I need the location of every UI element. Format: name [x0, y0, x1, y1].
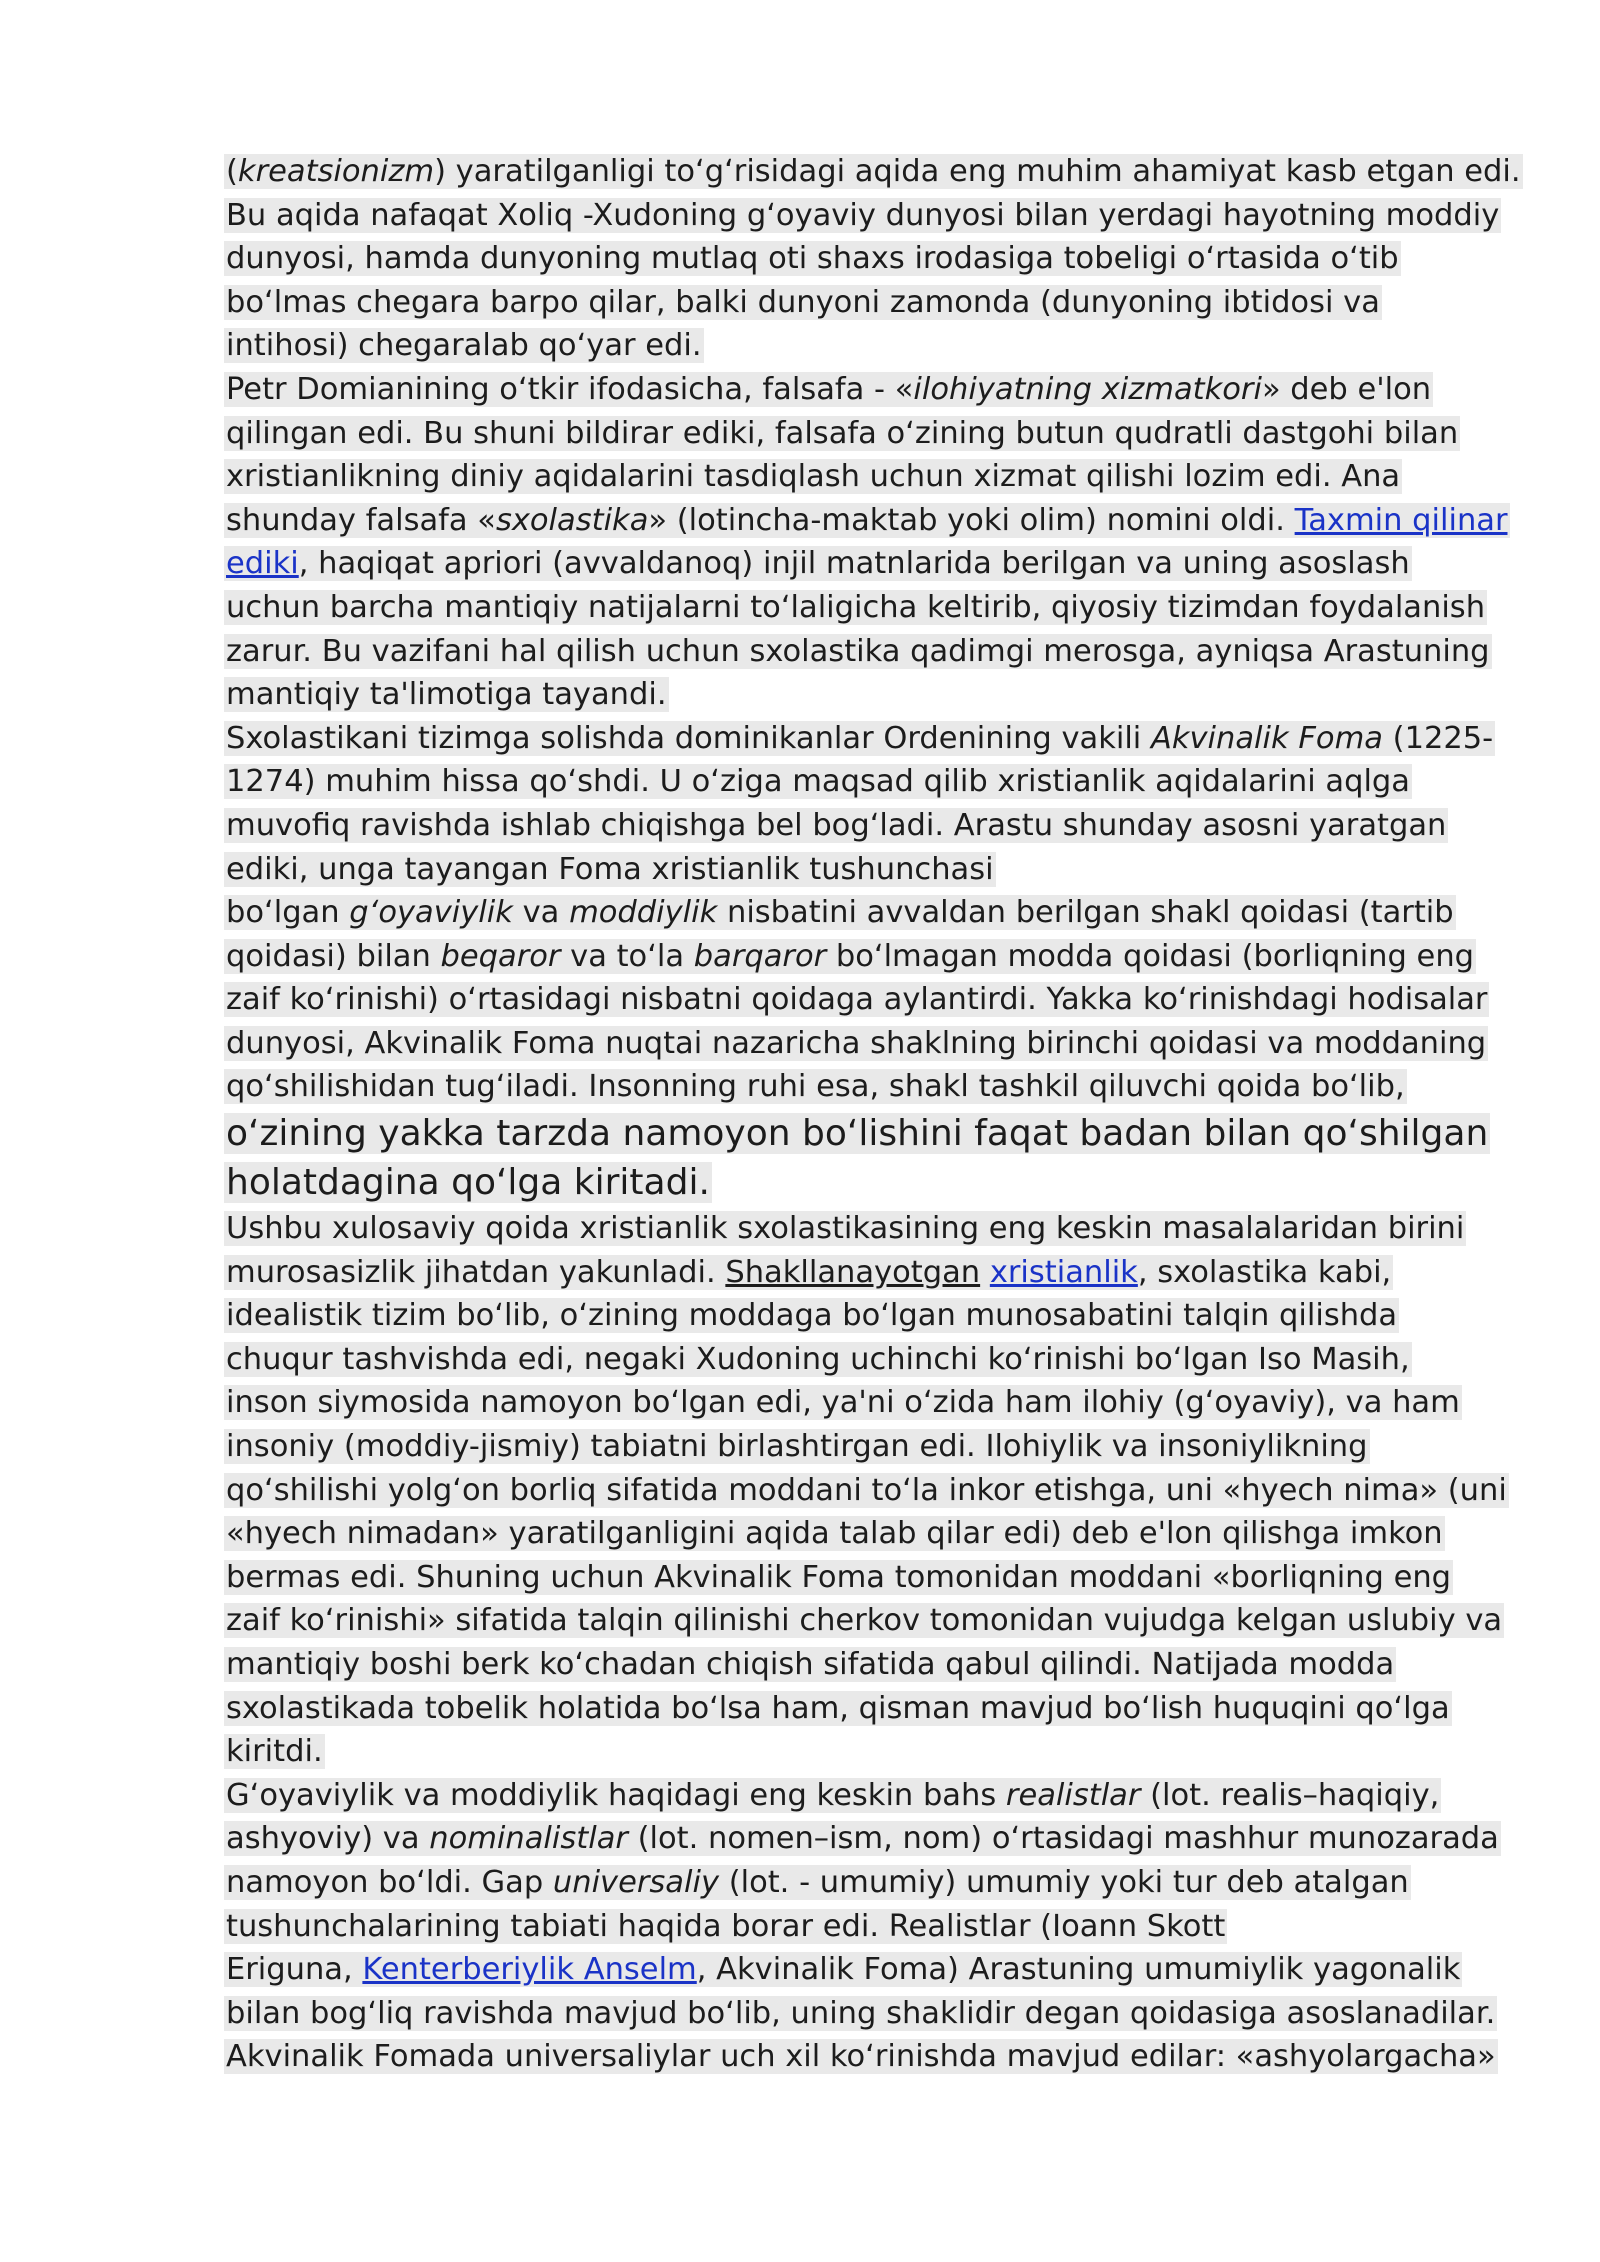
highlighted-text — [224, 459, 1402, 494]
text-run: Ushbu xulosaviy qoida xristianlik sxolastikasining eng keskin masalalaridan birini — [226, 1211, 1465, 1247]
text-line — [226, 760, 1496, 804]
text-run: 1274) muhim hissa qo‘shdi. U o‘ziga maqsad qilib xristianlik aqidalarini aqlga — [226, 764, 1410, 800]
highlighted-text — [224, 328, 704, 363]
text-run: xristianlikning diniy aqidalarini tasdiqlash uchun xizmat qilishi lozim edi. Ana — [226, 459, 1401, 495]
highlighted-text — [224, 1255, 1393, 1290]
text-line — [226, 630, 1496, 674]
text-line — [226, 1158, 1496, 1207]
text-run: chuqur tashvishda edi, negaki Xudoning uchinchi ko‘rinishi bo‘lgan Iso Masih, — [226, 1341, 1410, 1377]
text-run: ediki, unga tayangan Foma xristianlik tushunchasi — [226, 851, 994, 887]
text-run — [980, 1255, 990, 1290]
text-run: kiritdi. — [226, 1734, 323, 1770]
text-run: Petr Domianining o‘tkir ifodasicha, falsafa - « — [226, 371, 914, 407]
paragraph — [226, 368, 1508, 717]
text-line — [226, 368, 1496, 412]
text-run: qo‘shilishi yolg‘on borliq sifatida moddani to‘la inkor etishga, uni «hyech nima» (uni — [226, 1472, 1507, 1508]
hyperlink[interactable]: Taxmin qilinar — [1294, 502, 1508, 538]
text-run: , haqiqat apriori (avvaldanoq) injil matnlarida berilgan va uning asoslash — [298, 546, 1410, 582]
highlighted-text — [224, 1473, 1509, 1508]
text-run: shunday falsafa « — [226, 502, 496, 538]
text-line — [226, 935, 1496, 979]
text-run: zaif ko‘rinishi) o‘rtasidagi nisbatni qoidaga aylantirdi. Yakka ko‘rinishdagi hodisalar — [226, 982, 1488, 1018]
text-run: tushunchalarining tabiati haqida borar edi. Realistlar (Ioann Skott — [226, 1908, 1226, 1944]
highlighted-text — [224, 764, 1412, 799]
highlighted-text — [224, 1778, 1441, 1813]
italic-term: beqaror — [440, 938, 561, 974]
text-run: ( — [226, 154, 238, 189]
text-run: insoniy (moddiy-jismiy) tabiatni birlashtirgan edi. Ilohiylik va insoniylikning — [226, 1429, 1368, 1465]
paragraph — [226, 717, 1496, 1207]
text-line — [226, 1861, 1496, 1905]
text-line — [226, 1948, 1496, 1992]
highlighted-text — [224, 2039, 1498, 2074]
text-run: (lot. - umumiy) umumiy yoki tur deb atalgan — [719, 1864, 1409, 1900]
highlighted-text — [224, 1952, 1462, 1987]
highlighted-text — [224, 1647, 1396, 1682]
text-line — [226, 891, 1496, 935]
highlighted-text — [224, 416, 1460, 451]
highlighted-text — [224, 590, 1487, 625]
highlighted-text — [224, 939, 1476, 974]
text-line — [226, 717, 1496, 761]
text-run: intihosi) chegaralab qo‘yar edi. — [226, 328, 702, 364]
text-run: ) yaratilganligi to‘g‘risidagi aqida eng muhim ahamiyat kasb etgan edi. — [434, 154, 1521, 189]
text-line — [226, 1109, 1496, 1158]
text-line — [226, 1469, 1507, 1513]
italic-term: g‘oyaviylik — [349, 895, 513, 931]
text-line — [226, 673, 1496, 717]
highlighted-text — [224, 808, 1448, 843]
highlighted-text — [224, 1821, 1501, 1856]
highlighted-text — [224, 285, 1382, 320]
text-line — [226, 1022, 1496, 1066]
text-line — [226, 1905, 1496, 1949]
text-run: Akvinalik Fomada universaliylar uch xil ko‘rinishda mavjud edilar: «ashyolargacha» — [226, 2039, 1496, 2075]
italic-term: Akvinalik Foma — [1150, 720, 1383, 756]
text-line — [226, 324, 1496, 368]
underlined-text: Shakllanayotgan — [725, 1254, 981, 1290]
italic-term: barqaror — [693, 938, 827, 974]
text-run: bermas edi. Shuning uchun Akvinalik Foma tomonidan moddani «borliqning eng — [226, 1559, 1452, 1595]
text-run: bo‘lgan — [226, 895, 350, 931]
text-line — [226, 1556, 1496, 1600]
highlighted-text — [224, 1026, 1488, 1061]
paragraph — [226, 150, 1521, 368]
text-line — [226, 1643, 1496, 1687]
text-run: dunyosi, hamda dunyoning mutlaq oti shaxs irodasiga tobeligi o‘rtasida o‘tib — [226, 241, 1399, 277]
paragraph — [226, 1207, 1507, 1774]
text-line — [226, 978, 1496, 1022]
paragraph — [226, 1774, 1499, 2079]
highlighted-text — [224, 198, 1501, 233]
text-run: Sxolastikani tizimga solishda dominikanlar Ordenining vakili — [226, 720, 1151, 756]
text-run: murosasizlik jihatdan yakunladi. — [226, 1254, 726, 1290]
text-line — [226, 586, 1496, 630]
document-body — [226, 150, 1521, 2079]
highlighted-text — [224, 721, 1495, 756]
text-run: , sxolastika kabi, — [1137, 1254, 1392, 1290]
hyperlink[interactable]: Kenterberiylik Anselm — [362, 1952, 697, 1988]
text-line — [226, 1512, 1496, 1556]
text-run: uchun barcha mantiqiy natijalarni to‘laligicha keltirib, qiyosiy tizimdan foydalanish — [226, 589, 1486, 625]
highlighted-text — [224, 1909, 1227, 1944]
text-run: (lot. realis–haqiqiy, — [1140, 1777, 1440, 1813]
text-line — [226, 1774, 1496, 1818]
highlighted-text — [224, 1298, 1399, 1333]
text-run: holatdagina qo‘lga kiritadi. — [226, 1162, 710, 1204]
highlighted-text — [224, 372, 1433, 407]
text-run: sxolastikada tobelik holatida bo‘lsa ham, qisman mavjud bo‘lish huquqini qo‘lga — [226, 1690, 1450, 1726]
text-run: qoidasi) bilan — [226, 938, 441, 974]
text-run: » deb e'lon — [1261, 371, 1432, 407]
text-line — [226, 1687, 1496, 1731]
highlighted-text — [224, 1211, 1466, 1246]
text-line — [226, 1381, 1496, 1425]
italic-term: realistlar — [1005, 1777, 1141, 1813]
highlighted-text — [224, 1603, 1504, 1638]
text-line — [226, 1294, 1496, 1338]
highlighted-text — [224, 503, 1510, 538]
text-line — [226, 1992, 1496, 2036]
highlighted-text — [224, 1996, 1497, 2031]
italic-term: universaliy — [552, 1864, 719, 1900]
highlighted-text — [224, 1113, 1490, 1154]
highlighted-text — [224, 677, 669, 712]
text-run: bo‘lmagan modda qoidasi (borliqning eng — [826, 938, 1475, 974]
italic-term: ilohiyatning xizmatkori — [913, 371, 1262, 407]
highlighted-text — [224, 895, 1456, 930]
text-line — [226, 150, 1521, 194]
highlighted-text — [224, 1429, 1370, 1464]
text-line — [226, 804, 1496, 848]
text-run: «hyech nimadan» yaratilganligini aqida talab qilar edi) deb e'lon qilishga imkon — [226, 1516, 1443, 1552]
text-line — [226, 1425, 1496, 1469]
text-run: mantiqiy boshi berk ko‘chadan chiqish sifatida qabul qilindi. Natijada modda — [226, 1647, 1395, 1682]
text-run: zarur. Bu vazifani hal qilish uchun sxolastika qadimgi merosga, ayniqsa Arastuning — [226, 633, 1490, 669]
highlighted-text — [224, 634, 1492, 669]
text-run: qo‘shilishidan tug‘iladi. Insonning ruhi esa, shakl tashkil qiluvchi qoida bo‘lib, — [226, 1069, 1405, 1105]
text-line — [226, 194, 1500, 238]
highlighted-text — [224, 546, 1412, 581]
text-run: mantiqiy ta'limotiga tayandi. — [226, 677, 667, 713]
text-run: nisbatini avvaldan berilgan shakl qoidasi (tartib — [717, 895, 1454, 931]
text-line — [226, 1251, 1496, 1295]
text-run: bilan bog‘liq ravishda mavjud bo‘lib, uning shaklidir degan qoidasiga asoslanadilar. — [226, 1995, 1496, 2031]
italic-term: nominalistlar — [429, 1821, 628, 1857]
highlighted-text — [224, 241, 1401, 276]
highlighted-text — [224, 852, 996, 887]
text-run: bo‘lmas chegara barpo qilar, balki dunyoni zamonda (dunyoning ibtidosi va — [226, 284, 1380, 320]
text-run: zaif ko‘rinishi» sifatida talqin qilinishi cherkov tomonidan vujudga kelgan uslubiy va — [226, 1603, 1503, 1639]
text-line — [226, 455, 1496, 499]
text-line — [226, 499, 1508, 543]
text-run: idealistik tizim bo‘lib, o‘zining moddaga bo‘lgan munosabatini talqin qilishda — [226, 1298, 1398, 1334]
highlighted-text — [224, 1385, 1462, 1420]
text-run: inson siymosida namoyon bo‘lgan edi, ya'ni o‘zida ham ilohiy (g‘oyaviy), va ham — [226, 1385, 1460, 1421]
text-line — [226, 1817, 1499, 1861]
italic-term: moddiylik — [569, 895, 718, 931]
hyperlink[interactable]: ediki — [226, 546, 299, 582]
highlighted-text — [224, 1691, 1452, 1726]
italic-term: sxolastika — [495, 502, 649, 538]
highlighted-text — [224, 1069, 1407, 1104]
text-run: , Akvinalik Foma) Arastuning umumiylik yagonalik — [696, 1952, 1461, 1988]
highlighted-text — [224, 1560, 1453, 1595]
text-line — [226, 1065, 1496, 1109]
text-run: (1225- — [1382, 720, 1494, 756]
text-run: muvofiq ravishda ishlab chiqishga bel bog‘ladi. Arastu shunday asosni yaratgan — [226, 807, 1447, 843]
hyperlink[interactable]: xristianlik — [989, 1254, 1138, 1290]
text-run: (lot. nomen–ism, nom) o‘rtasidagi mashhur munozarada — [627, 1821, 1499, 1857]
text-run: G‘oyaviylik va moddiylik haqidagi eng keskin bahs — [226, 1777, 1006, 1813]
text-line — [226, 1338, 1496, 1382]
italic-term: kreatsionizm — [237, 154, 435, 189]
text-line — [226, 2035, 1496, 2079]
text-run: » (lotincha-maktab yoki olim) nomini oldi. — [648, 502, 1295, 538]
text-run: o‘zining yakka tarzda namoyon bo‘lishini faqat badan bilan — [226, 1113, 1303, 1155]
text-run: ashyoviy) va — [226, 1821, 430, 1857]
text-run: namoyon bo‘ldi. Gap — [226, 1864, 553, 1900]
highlighted-text — [224, 1865, 1411, 1900]
text-line — [226, 1207, 1496, 1251]
text-line — [226, 237, 1496, 281]
text-run: Eriguna, — [226, 1952, 363, 1988]
highlighted-text — [224, 982, 1489, 1017]
text-line — [226, 848, 1496, 892]
large-text: qo‘shilgan — [1302, 1113, 1489, 1155]
highlighted-text — [224, 1516, 1445, 1551]
text-run: Bu aqida nafaqat Xoliq -Xudoning g‘oyaviy dunyosi bilan yerdagi hayotning moddiy — [226, 197, 1500, 233]
text-line — [226, 542, 1496, 586]
text-run: va — [512, 895, 570, 931]
text-line — [226, 1730, 1496, 1774]
text-line — [226, 1599, 1503, 1643]
text-run: va to‘la — [560, 938, 694, 974]
highlighted-text — [224, 1734, 325, 1769]
text-line — [226, 412, 1496, 456]
text-run: qilingan edi. Bu shuni bildirar ediki, falsafa o‘zining butun qudratli dastgohi bilan — [226, 415, 1459, 451]
highlighted-text — [224, 1162, 712, 1203]
highlighted-text — [224, 1342, 1412, 1377]
text-run: dunyosi, Akvinalik Foma nuqtai nazaricha shaklning birinchi qoidasi va moddaning — [226, 1025, 1487, 1061]
highlighted-text — [224, 154, 1523, 189]
text-line — [226, 281, 1496, 325]
